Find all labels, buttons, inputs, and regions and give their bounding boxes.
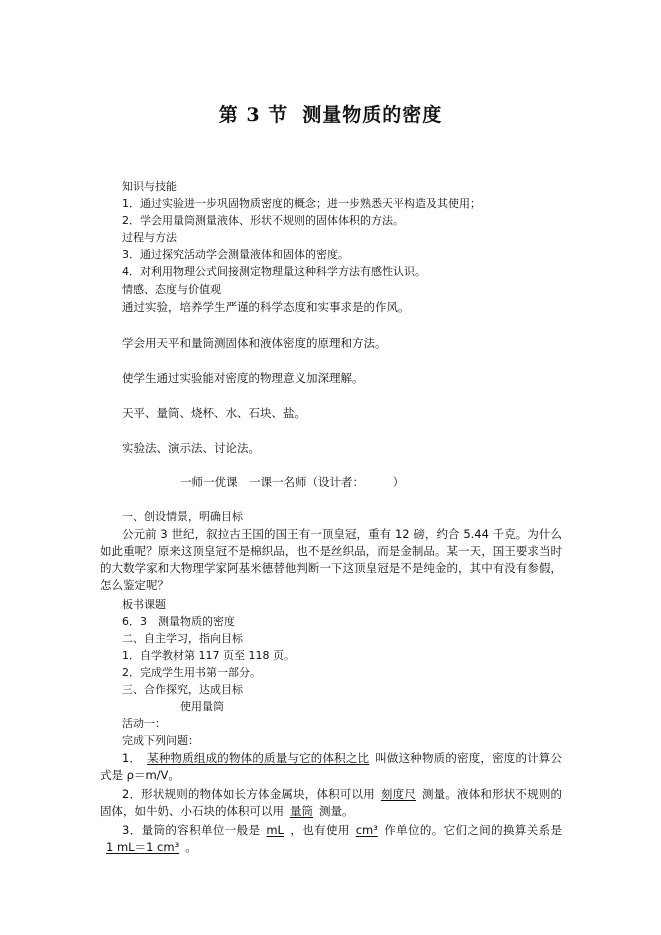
page-title	[0, 100, 661, 127]
process-item-4: 4．对利用物理公式间接测定物理量这种科学方法有感性认识。	[122, 265, 426, 278]
designer-line: 一师一优课 一课一名师（设计者： ）	[180, 475, 405, 489]
task-label: 完成下列问题：	[122, 734, 199, 747]
section-2-heading: 二、自主学习，指向目标	[122, 632, 243, 645]
question-1-number: 1．	[122, 751, 142, 765]
materials: 天平、量筒、烧杯、水、石块、盐。	[122, 406, 306, 420]
activity-label: 活动一：	[122, 717, 166, 730]
question-1-blank: 某种物质组成的物体的质量与它的体积之比	[147, 751, 370, 765]
question-2	[100, 786, 562, 820]
question-3-before: 3．量筒的容积单位一般是	[122, 823, 261, 837]
emotion-heading: 情感、态度与价值观	[122, 283, 221, 296]
subsection-title: 使用量筒	[180, 700, 224, 713]
section-name: 测量物质的密度	[302, 104, 443, 126]
difficulty: 使学生通过实验能对密度的物理意义加深理解。	[122, 371, 364, 385]
question-2-before: 2．形状规则的物体如长方体金属块，体积可以用	[122, 787, 375, 801]
question-3	[100, 822, 562, 856]
section-1-heading: 一、创设情景，明确目标	[122, 510, 243, 523]
self-study-1: 1．自学教材第 117 页至 118 页。	[122, 649, 295, 662]
question-3-after: 作单位的。它们之间的换算关系是	[383, 823, 563, 837]
story-paragraph: 公元前 3 世纪，叙拉古王国的国王有一顶皇冠，重有 12 磅，约合 5.44 千克。为什么如此重呢？原来这顶皇冠不是棉织品，也不是丝织品，而是金制品。某一天，国王要求当时的大数学家和大物理学家阿基米德替他判断一下这顶皇冠是不是纯金的，其中有没有参假，怎么鉴定呢？	[100, 527, 562, 592]
emotion-item: 通过实验，培养学生严谨的科学态度和实事求是的作风。	[122, 300, 410, 314]
question-2-blank-1: 刻度尺	[380, 787, 416, 801]
key-point: 学会用天平和量筒测固体和液体密度的原理和方法。	[122, 336, 387, 350]
board-title: 6．3 测量物质的密度	[122, 615, 235, 628]
question-3-end: 。	[185, 840, 197, 854]
question-3-mid: ，也有使用	[289, 823, 350, 837]
question-2-mid: 测量。液体和形状不规则的固体，如牛奶、小石块的体积可以用	[100, 787, 563, 818]
process-heading: 过程与方法	[122, 231, 177, 244]
self-study-2: 2．完成学生用书第一部分。	[122, 666, 261, 679]
knowledge-heading: 知识与技能	[122, 180, 177, 193]
question-3-blank-2: cm³	[355, 823, 378, 837]
question-1	[100, 750, 562, 784]
section-3-heading: 三、合作探究，达成目标	[122, 683, 243, 696]
question-1-after: 叫做这种物质的密度，密度的计算公式是 ρ＝m/V。	[100, 751, 562, 782]
question-2-blank-2: 量筒	[290, 804, 313, 818]
process-item-3: 3．通过探究活动学会测量液体和固体的密度。	[122, 248, 349, 261]
question-3-blank-1: mL	[266, 823, 284, 837]
knowledge-item-2: 2．学会用量筒测量液体、形状不规则的固体体积的方法。	[122, 214, 404, 227]
question-2-after: 测量。	[319, 804, 354, 818]
section-number: 第 3 节	[218, 104, 289, 126]
knowledge-item-1: 1．通过实验进一步巩固物质密度的概念；进一步熟悉天平构造及其使用；	[122, 197, 481, 210]
question-3-blank-3: 1 mL＝1 cm³	[106, 840, 180, 854]
methods: 实验法、演示法、讨论法。	[122, 441, 260, 455]
board-title-heading: 板书课题	[122, 598, 166, 611]
